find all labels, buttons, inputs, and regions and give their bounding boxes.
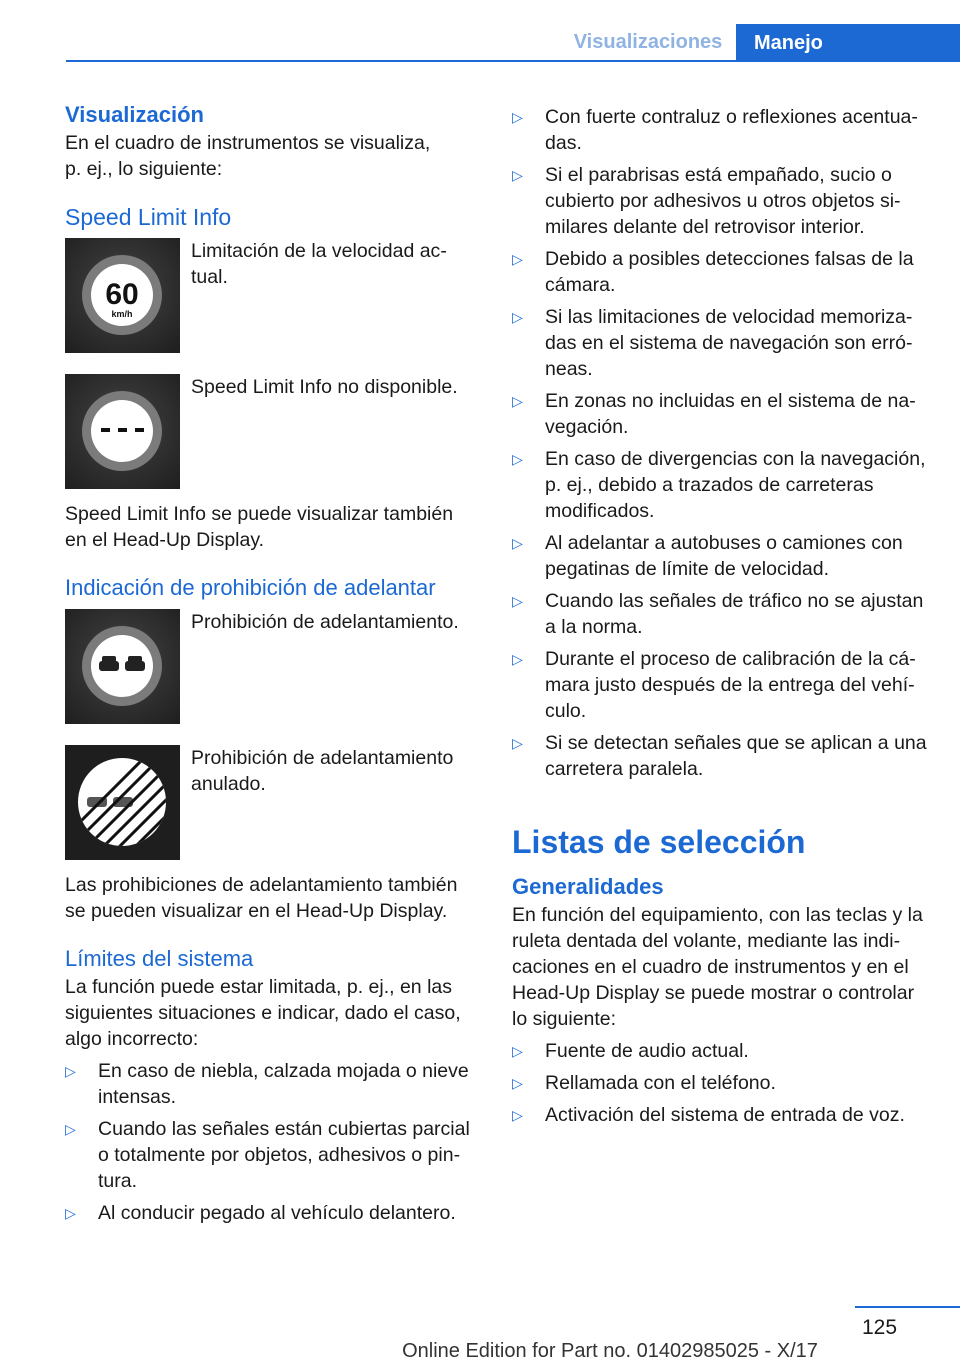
list-item-text: Debido a posibles detecciones falsas de la cámara. [545, 248, 914, 296]
figure-speed-unavailable [65, 374, 480, 489]
right-column [512, 104, 932, 1134]
list-item-text: Fuente de audio actual. [545, 1040, 749, 1062]
list-item-text: Durante el proceso de calibración de la cámara justo después de la entrega del vehículo. [545, 648, 916, 722]
triangle-bullet-icon: ▷ [512, 1043, 523, 1059]
heading-system-limits: Límites del sistema [65, 946, 254, 971]
list-item [512, 1070, 932, 1096]
speed-limit-sign-image [65, 238, 180, 353]
page-number: 125 [862, 1316, 898, 1339]
list-item [512, 646, 932, 724]
heading-visualizacion: Visualización [65, 102, 204, 127]
list-item [512, 304, 932, 382]
list-item-text: Rellamada con el teléfono. [545, 1072, 776, 1094]
triangle-bullet-icon: ▷ [512, 593, 523, 609]
caption-no-overtake: Prohibición de adelantamiento. [191, 611, 459, 633]
list-item-text: Con fuerte contraluz o reflexiones acentuadas. [545, 106, 918, 154]
triangle-bullet-icon: ▷ [512, 735, 523, 751]
triangle-bullet-icon: ▷ [65, 1121, 76, 1137]
limits-list-left [65, 1058, 480, 1226]
para-visualizacion: En el cuadro de instrumentos se visualiza, p. ej., lo siguiente: [65, 132, 431, 180]
caption-speed-limit: Limitación de la velocidad actual. [191, 240, 447, 288]
para-speed-hud: Speed Limit Info se puede visualizar también en el Head-Up Display. [65, 503, 454, 551]
list-item [65, 1058, 480, 1110]
list-item-text: En caso de divergencias con la navegación, p. ej., debido a trazados de carreteras modificados. [545, 448, 926, 522]
triangle-bullet-icon: ▷ [512, 1075, 523, 1091]
triangle-bullet-icon: ▷ [512, 309, 523, 325]
list-item [512, 162, 932, 240]
list-item [512, 730, 932, 782]
para-system-limits: La función puede estar limitada, p. ej., en las siguientes situaciones e indicar, dado el caso, algo incorrecto: [65, 976, 461, 1050]
list-item [512, 446, 932, 524]
triangle-bullet-icon: ▷ [512, 393, 523, 409]
listas-list [512, 1038, 932, 1128]
figure-no-overtake-end [65, 745, 480, 860]
tab-visualizaciones[interactable]: Visualizaciones [573, 30, 723, 53]
para-overtake-hud: Las prohibiciones de adelantamiento también se pueden visualizar en el Head-Up Display. [65, 874, 458, 922]
triangle-bullet-icon: ▷ [65, 1063, 76, 1079]
header-rule [66, 60, 960, 62]
no-overtake-end-sign-image [65, 745, 180, 860]
footer-rule [855, 1306, 960, 1308]
list-item-text: Si el parabrisas está empañado, sucio o cubierto por adhesivos u otros objetos similares delante del retrovisor interior. [545, 164, 901, 238]
triangle-bullet-icon: ▷ [512, 451, 523, 467]
figure-speed-limit [65, 238, 480, 353]
heading-speed-limit-info: Speed Limit Info [65, 204, 232, 230]
sign-60-text: 60 [105, 278, 139, 311]
heading-overtake: Indicación de prohibición de adelantar [65, 575, 436, 600]
sign-kmh-text: km/h [111, 309, 133, 319]
para-generalidades: En función del equipamiento, con las teclas y la ruleta dentada del volante, mediante las indicaciones en el cuadro de instrumentos y en el Head-Up Display se puede mostrar o controlar lo siguiente: [512, 904, 923, 1030]
list-item [65, 1200, 480, 1226]
list-item-text: Si las limitaciones de velocidad memorizadas en el sistema de navegación son erróneas. [545, 306, 913, 380]
no-overtake-sign-image [65, 609, 180, 724]
list-item-text: Cuando las señales de tráfico no se ajustan a la norma. [545, 590, 924, 638]
triangle-bullet-icon: ▷ [512, 251, 523, 267]
triangle-bullet-icon: ▷ [512, 1107, 523, 1123]
limits-list-right [512, 104, 932, 782]
list-item-text: En caso de niebla, calzada mojada o nieve intensas. [98, 1060, 469, 1108]
list-item [512, 388, 932, 440]
left-column [65, 100, 480, 1232]
list-item [512, 1102, 932, 1128]
list-item-text: Al conducir pegado al vehículo delantero. [98, 1202, 456, 1224]
list-item-text: En zonas no incluidas en el sistema de navegación. [545, 390, 916, 438]
figure-no-overtake [65, 609, 480, 724]
list-item [512, 1038, 932, 1064]
triangle-bullet-icon: ▷ [512, 167, 523, 183]
edition-footer: Online Edition for Part no. 01402985025 - X/17 [402, 1340, 818, 1362]
list-item [512, 588, 932, 640]
triangle-bullet-icon: ▷ [512, 109, 523, 125]
list-item [512, 246, 932, 298]
list-item [65, 1116, 480, 1194]
tab-manejo[interactable]: Manejo [736, 24, 960, 62]
caption-speed-unavailable: Speed Limit Info no disponible. [191, 376, 458, 398]
triangle-bullet-icon: ▷ [512, 535, 523, 551]
triangle-bullet-icon: ▷ [65, 1205, 76, 1221]
triangle-bullet-icon: ▷ [512, 651, 523, 667]
list-item [512, 530, 932, 582]
heading-generalidades: Generalidades [512, 874, 664, 899]
list-item-text: Activación del sistema de entrada de voz. [545, 1104, 905, 1126]
caption-no-overtake-end: Prohibición de adelantamiento anulado. [191, 747, 454, 795]
heading-listas-seleccion: Listas de selección [512, 824, 806, 860]
list-item-text: Cuando las señales están cubiertas parcial o totalmente por objetos, adhesivos o pintura. [98, 1118, 470, 1192]
list-item-text: Si se detectan señales que se aplican a una carretera paralela. [545, 732, 927, 780]
speed-unavailable-sign-image [65, 374, 180, 489]
list-item-text: Al adelantar a autobuses o camiones con pegatinas de límite de velocidad. [545, 532, 903, 580]
list-item [512, 104, 932, 156]
